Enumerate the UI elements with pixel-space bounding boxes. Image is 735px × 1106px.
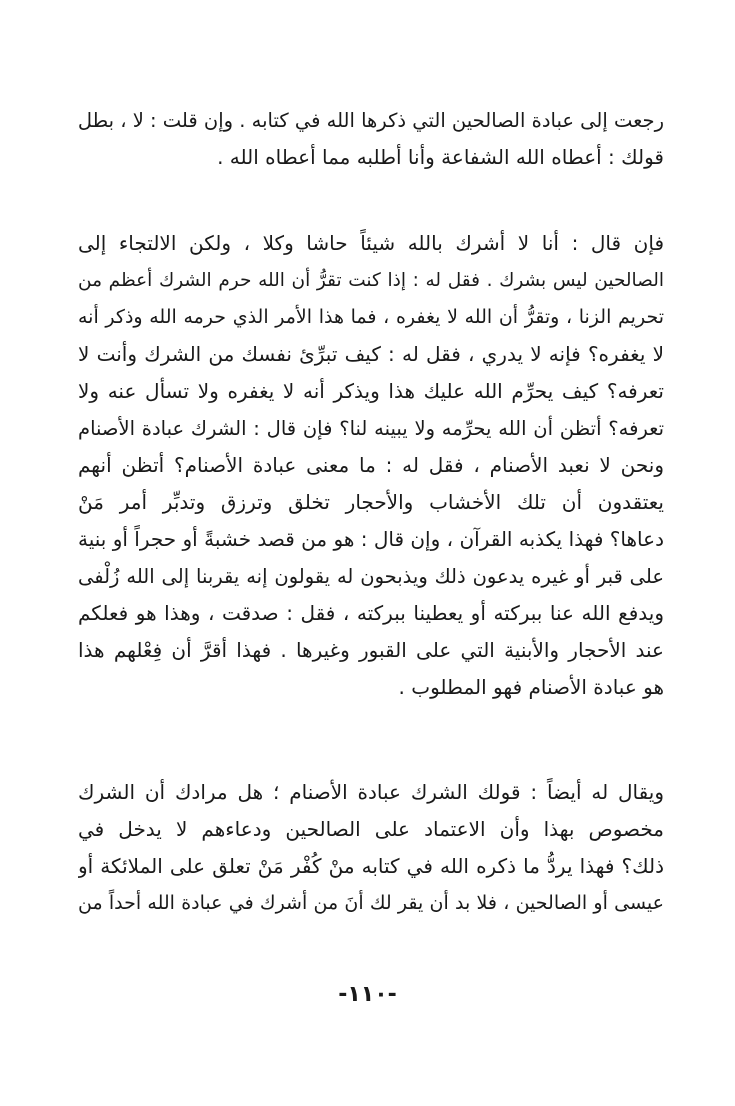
paragraph-2 bbox=[78, 225, 664, 706]
text-line: ويقال له أيضاً : قولك الشرك عبادة الأصنام ؛ هل مرادك أن الشرك bbox=[78, 780, 664, 804]
paragraph-1 bbox=[78, 102, 664, 176]
text-line: تعرفه؟ كيف يحرِّم الله عليك هذا ويذكر أنه لا يغفره ولا تسأل عنه ولا bbox=[78, 379, 664, 403]
text-line: الصالحين ليس بشرك . فقل له : إذا كنت تقرُّ أن الله حرم الشرك أعظم من bbox=[78, 270, 664, 291]
text-line: عند الأحجار والأبنية التي على القبور وغيرها . فهذا أقرَّ أن فِعْلهم هذا bbox=[78, 638, 664, 662]
text-line: ذلك؟ فهذا يردُّ ما ذكره الله في كتابه منْ كُفْر مَنْ تعلق على الملائكة أو bbox=[78, 854, 664, 878]
text-line: ونحن لا نعبد الأصنام ، فقل له : ما معنى عبادة الأصنام؟ أتظن أنهم bbox=[78, 453, 664, 477]
text-line: يعتقدون أن تلك الأخشاب والأحجار تخلق وترزق وتدبِّر أمر مَنْ bbox=[78, 490, 664, 514]
text-line: لا يغفره؟ فإنه لا يدري ، فقل له : كيف تبرِّئ نفسك من الشرك وأنت لا bbox=[78, 342, 664, 366]
text-line: دعاها؟ فهذا يكذبه القرآن ، وإن قال : هو من قصد خشبةً أو حجراً أو بنية bbox=[78, 527, 664, 551]
text-line: تعرفه؟ أتظن أن الله يحرِّمه ولا يبينه لنا؟ فإن قال : الشرك عبادة الأصنام bbox=[78, 417, 664, 440]
text-line: هو عبادة الأصنام فهو المطلوب . bbox=[398, 675, 664, 699]
text-line: رجعت إلى عبادة الصالحين التي ذكرها الله في كتابه . وإن قلت : لا ، بطل bbox=[78, 109, 664, 132]
text-line: تحريم الزنا ، وتقرُّ أن الله لا يغفره ، فما هذا الأمر الذي حرمه الله وذكر أنه bbox=[78, 306, 664, 328]
text-line: ويدفع الله عنا ببركته أو يعطينا ببركته ، فقل : صدقت ، وهذا هو فعلكم bbox=[78, 601, 664, 625]
text-line: فإن قال : أنا لا أشرك بالله شيئاً حاشا وكلا ، ولكن الالتجاء إلى bbox=[78, 231, 664, 255]
text-line: على قبر أو غيره يدعون ذلك ويذبحون له يقولون إنه يقربنا إلى الله زُلْفى bbox=[78, 565, 664, 588]
page-number: -١١٠- bbox=[338, 982, 397, 1007]
text-line: عيسى أو الصالحين ، فلا بد أن يقر لك أنَ من أشرك في عبادة الله أحداً من bbox=[78, 892, 664, 914]
text-line: مخصوص بهذا وأن الاعتماد على الصالحين ودعاءهم لا يدخل في bbox=[78, 817, 664, 841]
paragraph-3 bbox=[78, 774, 664, 922]
text-line: قولك : أعطاه الله الشفاعة وأنا أطلبه مما أعطاه الله . bbox=[217, 145, 664, 169]
